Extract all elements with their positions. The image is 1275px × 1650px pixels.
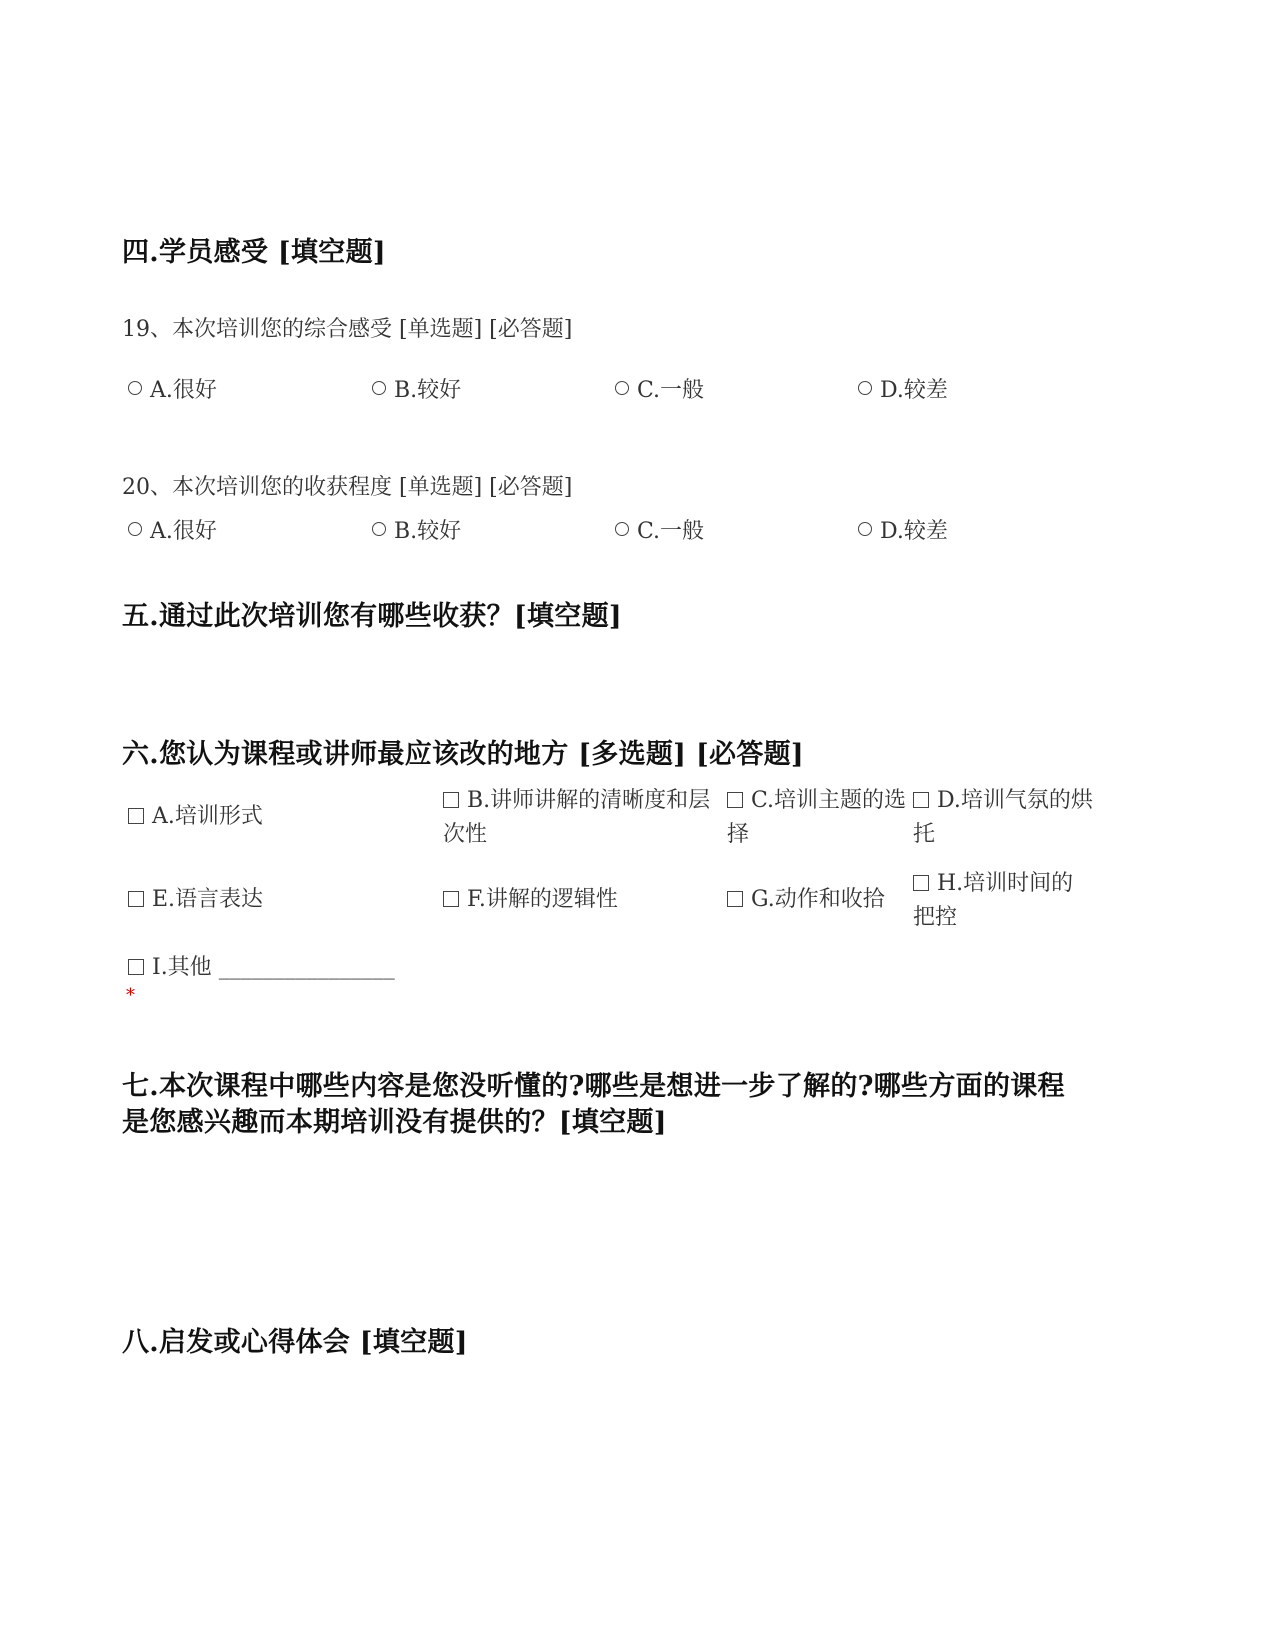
q20-option-c[interactable]: C.一般: [615, 514, 704, 545]
checkbox-icon[interactable]: [913, 875, 929, 891]
section-6-title: 六.您认为课程或讲师最应该改的地方 [多选题] [必答题]: [122, 739, 804, 770]
checkbox-icon[interactable]: [727, 891, 743, 907]
s6-option-f[interactable]: F.讲解的逻辑性: [443, 883, 713, 917]
radio-icon[interactable]: [128, 522, 142, 536]
q20-option-b[interactable]: B.较好: [372, 514, 461, 545]
checkbox-icon[interactable]: [443, 792, 459, 808]
section-7-title-line2: 是您感兴趣而本期培训没有提供的？[填空题]: [122, 1107, 667, 1138]
q19-option-a[interactable]: A.很好: [128, 373, 217, 404]
q20-option-d[interactable]: D.较差: [858, 514, 948, 545]
section-7-title-line1: 七.本次课程中哪些内容是您没听懂的?哪些是想进一步了解的?哪些方面的课程: [122, 1071, 1065, 1102]
radio-icon[interactable]: [615, 522, 629, 536]
checkbox-icon[interactable]: [128, 959, 144, 975]
radio-icon[interactable]: [128, 381, 142, 395]
section-4-title: 四.学员感受 [填空题]: [122, 237, 386, 268]
q20-option-a[interactable]: A.很好: [128, 514, 217, 545]
checkbox-icon[interactable]: [128, 891, 144, 907]
s6-option-a[interactable]: A.培训形式: [128, 800, 418, 834]
s6-option-h[interactable]: H.培训时间的把控: [913, 871, 1074, 930]
checkbox-icon[interactable]: [128, 808, 144, 824]
radio-icon[interactable]: [615, 381, 629, 395]
radio-icon[interactable]: [372, 522, 386, 536]
checkbox-icon[interactable]: [727, 792, 743, 808]
other-blank[interactable]: ________________: [218, 955, 395, 980]
s6-option-e[interactable]: E.语言表达: [128, 883, 418, 917]
q19-option-d[interactable]: D.较差: [858, 373, 948, 404]
required-mark: *: [126, 985, 135, 1006]
radio-icon[interactable]: [372, 381, 386, 395]
q19-option-c[interactable]: C.一般: [615, 373, 704, 404]
section-8-title: 八.启发或心得体会 [填空题]: [122, 1327, 468, 1358]
section-5-title: 五.通过此次培训您有哪些收获？[填空题]: [122, 601, 622, 632]
s6-option-c[interactable]: C.培训主题的选择: [727, 788, 907, 847]
checkbox-icon[interactable]: [443, 891, 459, 907]
q19-option-b[interactable]: B.较好: [372, 373, 461, 404]
radio-icon[interactable]: [858, 381, 872, 395]
s6-option-d[interactable]: D.培训气氛的烘托: [913, 788, 1093, 847]
question-19-text: 19、本次培训您的综合感受 [单选题] [必答题]: [122, 317, 573, 342]
s6-option-b[interactable]: B.讲师讲解的清晰度和层次性: [443, 788, 711, 847]
s6-option-g[interactable]: G.动作和收拾: [727, 883, 907, 917]
question-20-text: 20、本次培训您的收获程度 [单选题] [必答题]: [122, 475, 573, 500]
checkbox-icon[interactable]: [913, 792, 929, 808]
s6-option-i[interactable]: I.其他 ________________: [128, 951, 448, 985]
radio-icon[interactable]: [858, 522, 872, 536]
